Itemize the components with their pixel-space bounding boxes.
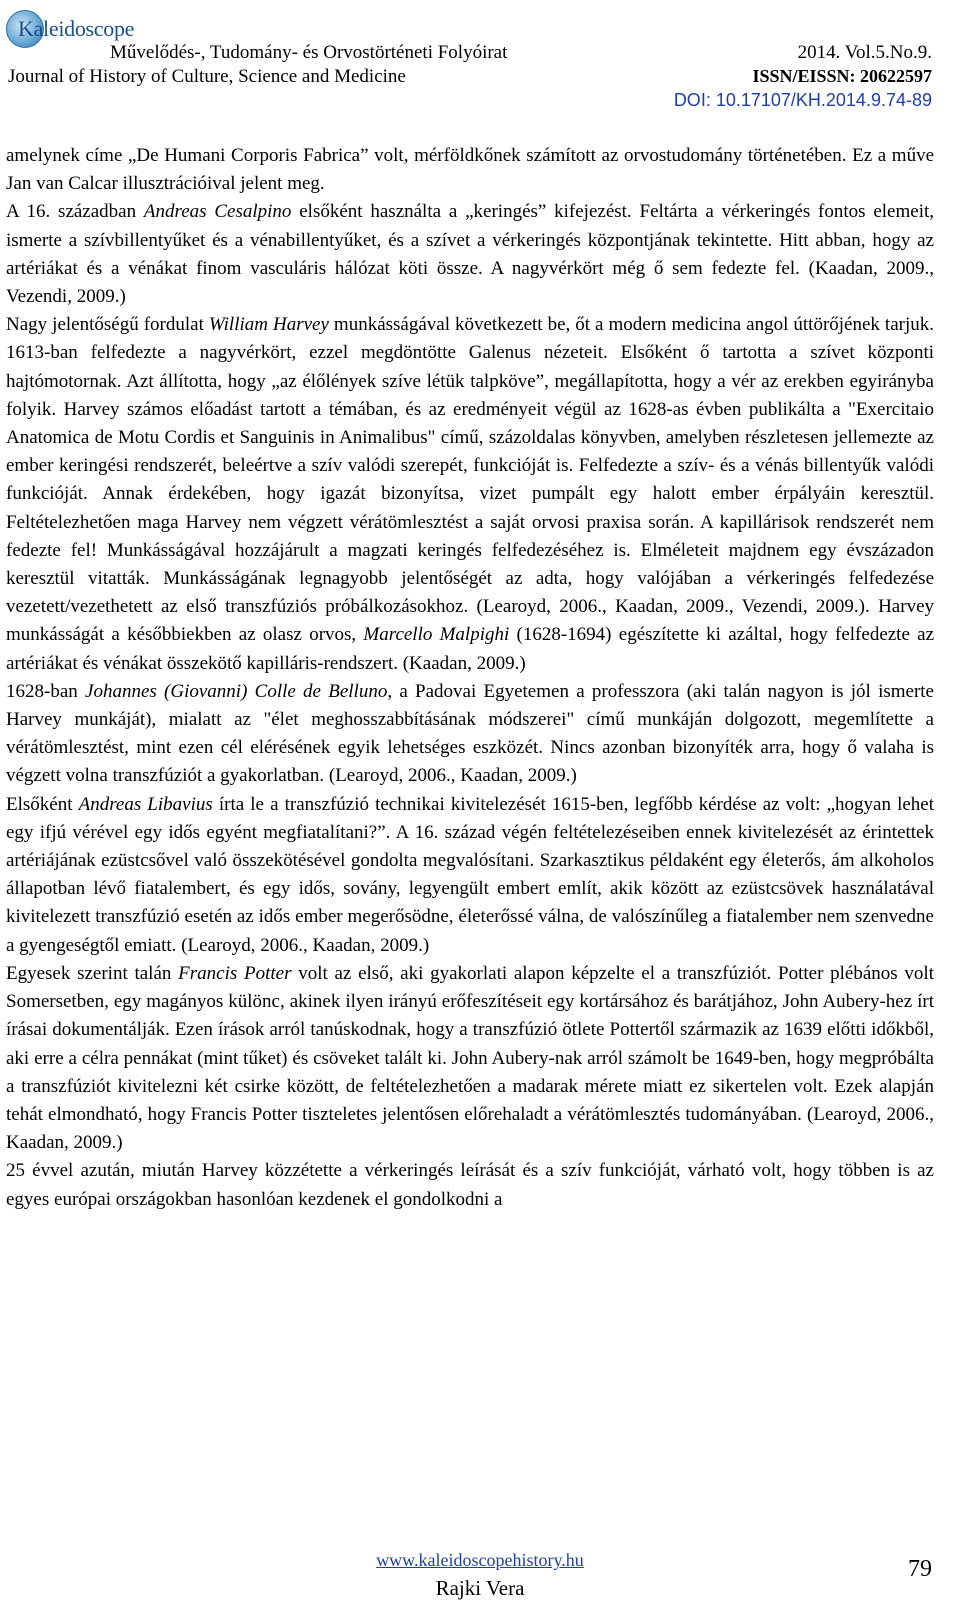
text-run: írta le a transzfúzió technikai kivitelezését 1615-ben, legfőbb kérdése az volt: „hogyan lehet egy ifjú vérével egy idős egyént megfiatalítani?”. A 16. század végén feltételezéseiben ennek kivitelezését az érintettek artériájának ezüstcsővel való összekötésével gondolta megvalósítani. Szarkasztikus példaként egy életerős, ám alkoholos állapotban lévő fiatalembert, és egy idős, sovány, legyengült embert említ, akik között az ezüstcsövek használatával kivitelezett transzfúzió esetén az idős ember megerősödne, életerőssé válna, de valószínűleg a fiatalember nem szenvedne a gyengeségtől emiatt. (Learoyd, 2006., Kaadan, 2009.) [6, 793, 934, 956]
text-run: elsőként használta a „keringés” kifejezést. Feltárta a vérkeringés fontos elemeit, ismerte a szívbillentyűket és a vénabillentyűket, és a szívet a vérkeringés központjának tekintette. Hitt abban, hogy az artériákat és a vénákat finom vasculáris hálózat köti össze. A nagyvérkört még ő sem fedezte fel. (Kaadan, 2009., Vezendi, 2009.) [6, 201, 934, 308]
text-run: Egyesek szerint talán [6, 962, 179, 984]
paragraph-3 [6, 311, 934, 678]
kaleidoscope-logo [6, 8, 135, 48]
paragraph-6 [6, 960, 934, 1157]
person-name: William Harvey [208, 314, 329, 336]
paragraph-2 [6, 198, 934, 311]
text-run: volt az első, aki gyakorlati alapon képzelte el a transzfúziót. Potter plébános volt Somersetben, egy magányos különc, akinek ilyen irányú erőfeszítéseit egy kortársához és barátjához, John Aubery-hez írt írásai dokumentálják. Ezen írások arról tanúskodnak, hogy a transzfúzió ötlete Pottertől származik az 1639 előtti időkből, aki erre a célra pennákat (mint tűket) és csöveket talált ki. John Aubery-nak arról számolt be 1649-ben, hogy megpróbálta a transzfúziót kivitelezni két csirke között, de feltételezhetően a madarak mérete miatt ez sikertelen volt. Ezek alapján tehát elmondható, hogy Francis Potter tiszteletes jelentősen előrehaladt a vérátömlesztés tudományában. (Learoyd, 2006., Kaadan, 2009.) [6, 962, 934, 1154]
paragraph-5 [6, 791, 934, 960]
text-run: (1628-1694) egészítette ki azáltal, hogy felfedezte az artériákat és vénákat összekötő kapilláris-rendszert. (Kaadan, 2009.) [6, 624, 935, 674]
text-run: Nagy jelentőségű fordulat [6, 314, 209, 336]
logo-text: Kaleidoscope [18, 16, 135, 41]
issn: ISSN/EISSN: 20622597 [752, 66, 932, 86]
author-name: Rajki Vera [435, 1576, 525, 1600]
text-run: A 16. században [6, 201, 144, 223]
journal-title-hu: Művelődés-, Tudomány- és Orvostörténeti Folyóirat [110, 42, 508, 63]
person-name: Francis Potter [178, 962, 292, 984]
person-name: Andreas Cesalpino [143, 201, 292, 223]
text-run: , a Padovai Egyetemen a professzora (aki talán nagyon is jól ismerte Harvey munkáját), mialatt az "élet meghosszabbításának módszerei" című munkáján dolgozott, megemlítette a vérátömlesztést, mint ezen cél elérésének egyik lehetséges eszközét. Nincs azonban bizonyíték arra, hogy ő valaha is végzett volna transzfúziót a gyakorlatban. (Learoyd, 2006., Kaadan, 2009.) [6, 680, 934, 787]
doi: DOI: 10.17107/KH.2014.9.74-89 [673, 90, 932, 110]
website-link[interactable]: www.kaleidoscopehistory.hu [376, 1550, 584, 1570]
paragraph-4 [6, 678, 934, 791]
text-run: munkásságával következett be, őt a modern medicina angol úttörőjének tarjuk. 1613-ban felfedezte a nagyvérkört, ezzel megdöntötte Galenus nézeteit. Elsőként ő tartotta a szívet központi hajtómotornak. Azt állította, hogy „az élőlények szíve létük talpköve”, megállapította, hogy a vér az erekben egyirányba folyik. Harvey számos előadást tartott a témában, és az eredményeit végül az 1628-as évben publikálta a "Exercitaio Anatomica de Motu Cordis et Sanguinis in Animalibus" című, százoldalas könyvben, amelyben részletesen jellemezte az ember keringési rendszerét, beleértve a szív valódi szerepét, funkcióját is. Felfedezte a szív- és a vénás billentyűk valódi funkcióját. Annak érdekében, hogy igazát bizonyítsa, vizet pumpált egy halott ember érpályáin keresztül. Feltételezhetően maga Harvey nem végzett vérátömlesztést a saját orvosi praxisa során. A kapillárisok rendszerét nem fedezte fel! Munkásságával hozzájárult a magzati keringés felfedezéséhez is. Elméleteit majdnem egy évszázadon keresztül vitatták. Munkásságának legnagyobb jelentőségét az adta, hogy valójában a vérkeringés felfedezése vezetett/vezethetett az első transzfúziós próbálkozásokhoz. (Learoyd, 2006., Kaadan, 2009., Vezendi, 2009.). Harvey munkásságát a későbbiekben az olasz orvos, [6, 314, 934, 646]
page-header [0, 0, 960, 120]
text-run: 1628-ban [6, 680, 86, 702]
journal-title-en: Journal of History of Culture, Science and Medicine [8, 66, 406, 87]
paragraph-1: amelynek címe „De Humani Corporis Fabrica” volt, mérföldkőnek számított az orvostudomány történetében. Ez a műve Jan van Calcar illusztrációival jelent meg. [6, 145, 934, 195]
volume-info: 2014. Vol.5.No.9. [797, 42, 932, 63]
paragraph-7: 25 évvel azután, miután Harvey közzétette a vérkeringés leírását és a szív funkcióját, várható volt, hogy többen is az egyes európai országokban hasonlóan kezdenek el gondolkodni a [6, 1160, 934, 1210]
person-name: Johannes (Giovanni) Colle de Belluno [85, 680, 388, 702]
page-number: 79 [908, 1556, 932, 1582]
article-body [6, 142, 934, 1214]
person-name: Marcello Malpighi [363, 624, 510, 646]
text-run: Elsőként [6, 793, 79, 815]
person-name: Andreas Libavius [78, 793, 213, 815]
